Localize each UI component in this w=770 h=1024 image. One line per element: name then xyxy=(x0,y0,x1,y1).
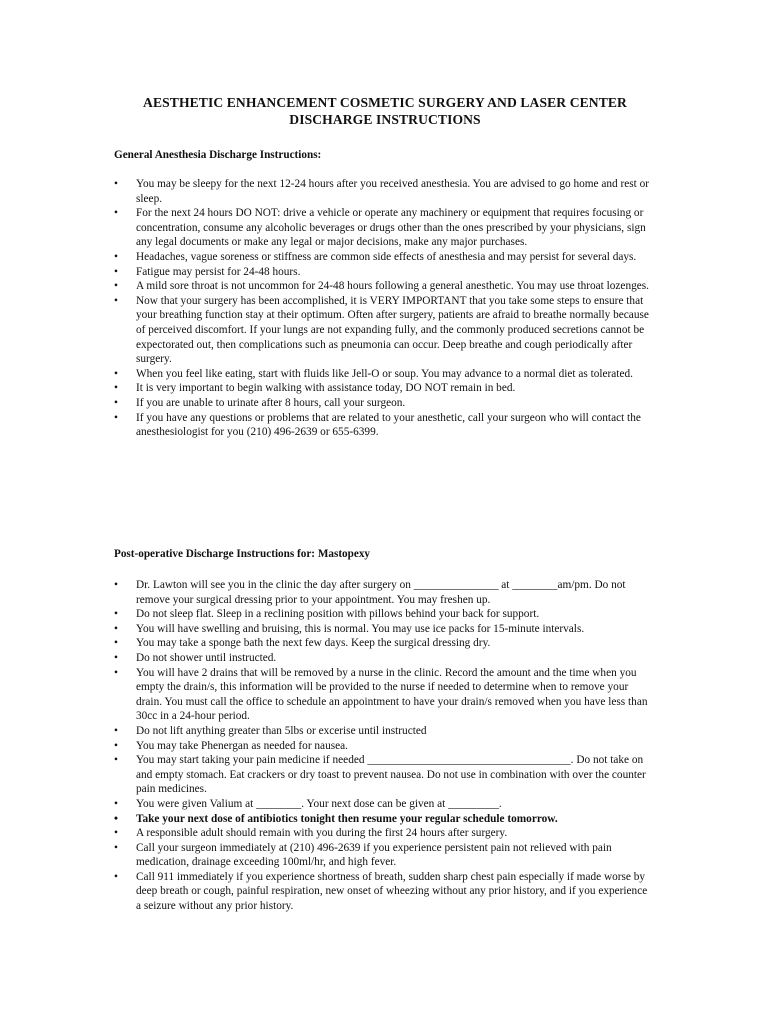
list-item: • You will have 2 drains that will be removed by a nurse in the clinic. Record the amount and the time when you empty the drain/s, this information will be provided to the nurse if needed to determine when to remove your drain. You must call the office to schedule an appointment to have your drain/s removed when you have less than 30cc in a 24-hour period. xyxy=(114,666,654,724)
anesthesia-instructions-list xyxy=(114,177,654,440)
list-item: • When you feel like eating, start with fluids like Jell-O or soup. You may advance to a normal diet as tolerated. xyxy=(114,367,654,382)
section-heading-mastopexy: Post-operative Discharge Instructions for: Mastopexy xyxy=(114,548,371,560)
section-heading-anesthesia: General Anesthesia Discharge Instructions: xyxy=(114,149,322,161)
list-item: • For the next 24 hours DO NOT: drive a vehicle or operate any machinery or equipment that requires focusing or concentration, consume any alcoholic beverages or drugs other than the ones prescribed by your physicians, sign any legal documents or make any legal or major decisions, make any major purchases. xyxy=(114,206,654,250)
list-item: • Fatigue may persist for 24-48 hours. xyxy=(114,265,654,280)
list-item: • If you are unable to urinate after 8 hours, call your surgeon. xyxy=(114,396,654,411)
list-item: • Do not lift anything greater than 5lbs or excerise until instructed xyxy=(114,724,654,739)
list-item: • You may take a sponge bath the next few days. Keep the surgical dressing dry. xyxy=(114,636,654,651)
list-item: • You may take Phenergan as needed for nausea. xyxy=(114,739,654,754)
list-item: • If you have any questions or problems that are related to your anesthetic, call your surgeon who will contact the anesthesiologist for you (210) 496-2639 or 655-6399. xyxy=(114,411,654,440)
list-item: • Call 911 immediately if you experience shortness of breath, sudden sharp chest pain especially if made worse by deep breath or cough, painful respiration, new onset of wheezing without any prior history, and if you experience a seizure without any prior history. xyxy=(114,870,654,914)
list-item: • It is very important to begin walking with assistance today, DO NOT remain in bed. xyxy=(114,381,654,396)
mastopexy-instructions-list xyxy=(114,578,654,914)
list-item: • You may start taking your pain medicine if needed ____________________________________. Do not take on and empty stomach. Eat crackers or dry toast to prevent nausea. Do not use in combination with over the counter pain medicines. xyxy=(114,753,654,797)
list-item: • Do not sleep flat. Sleep in a reclining position with pillows behind your back for support. xyxy=(114,607,654,622)
list-item: • A mild sore throat is not uncommon for 24-48 hours following a general anesthetic. You may use throat lozenges. xyxy=(114,279,654,294)
list-item: • You will have swelling and bruising, this is normal. You may use ice packs for 15-minute intervals. xyxy=(114,622,654,637)
list-item: • A responsible adult should remain with you during the first 24 hours after surgery. xyxy=(114,826,654,841)
list-item: • Do not shower until instructed. xyxy=(114,651,654,666)
list-item: • Headaches, vague soreness or stiffness are common side effects of anesthesia and may persist for several days. xyxy=(114,250,654,265)
list-item: • Call your surgeon immediately at (210) 496-2639 if you experience persistent pain not relieved with pain medication, drainage exceeding 100ml/hr, and high fever. xyxy=(114,841,654,870)
list-item: • You may be sleepy for the next 12-24 hours after you received anesthesia. You are advised to go home and rest or sleep. xyxy=(114,177,654,206)
list-item: • You were given Valium at ________. Your next dose can be given at _________. xyxy=(114,797,654,812)
list-item-emphasis: • Take your next dose of antibiotics tonight then resume your regular schedule tomorrow. xyxy=(114,812,654,827)
document-title xyxy=(0,94,770,128)
title-line-1: AESTHETIC ENHANCEMENT COSMETIC SURGERY AND LASER CENTER xyxy=(143,95,627,110)
title-line-2: DISCHARGE INSTRUCTIONS xyxy=(289,112,481,127)
list-item: • Now that your surgery has been accomplished, it is VERY IMPORTANT that you take some steps to ensure that your breathing function stay at their optimum. Often after surgery, patients are afraid to breathe normally because of perceived discomfort. If your lungs are not expanding fully, and the commonly produced secretions cannot be expectorated out, then complications such as pneumonia can occur. Deep breathe and cough periodically after surgery. xyxy=(114,294,654,367)
list-item: • Dr. Lawton will see you in the clinic the day after surgery on _______________ at ________am/pm. Do not remove your surgical dressing prior to your appointment. You may freshen up. xyxy=(114,578,654,607)
